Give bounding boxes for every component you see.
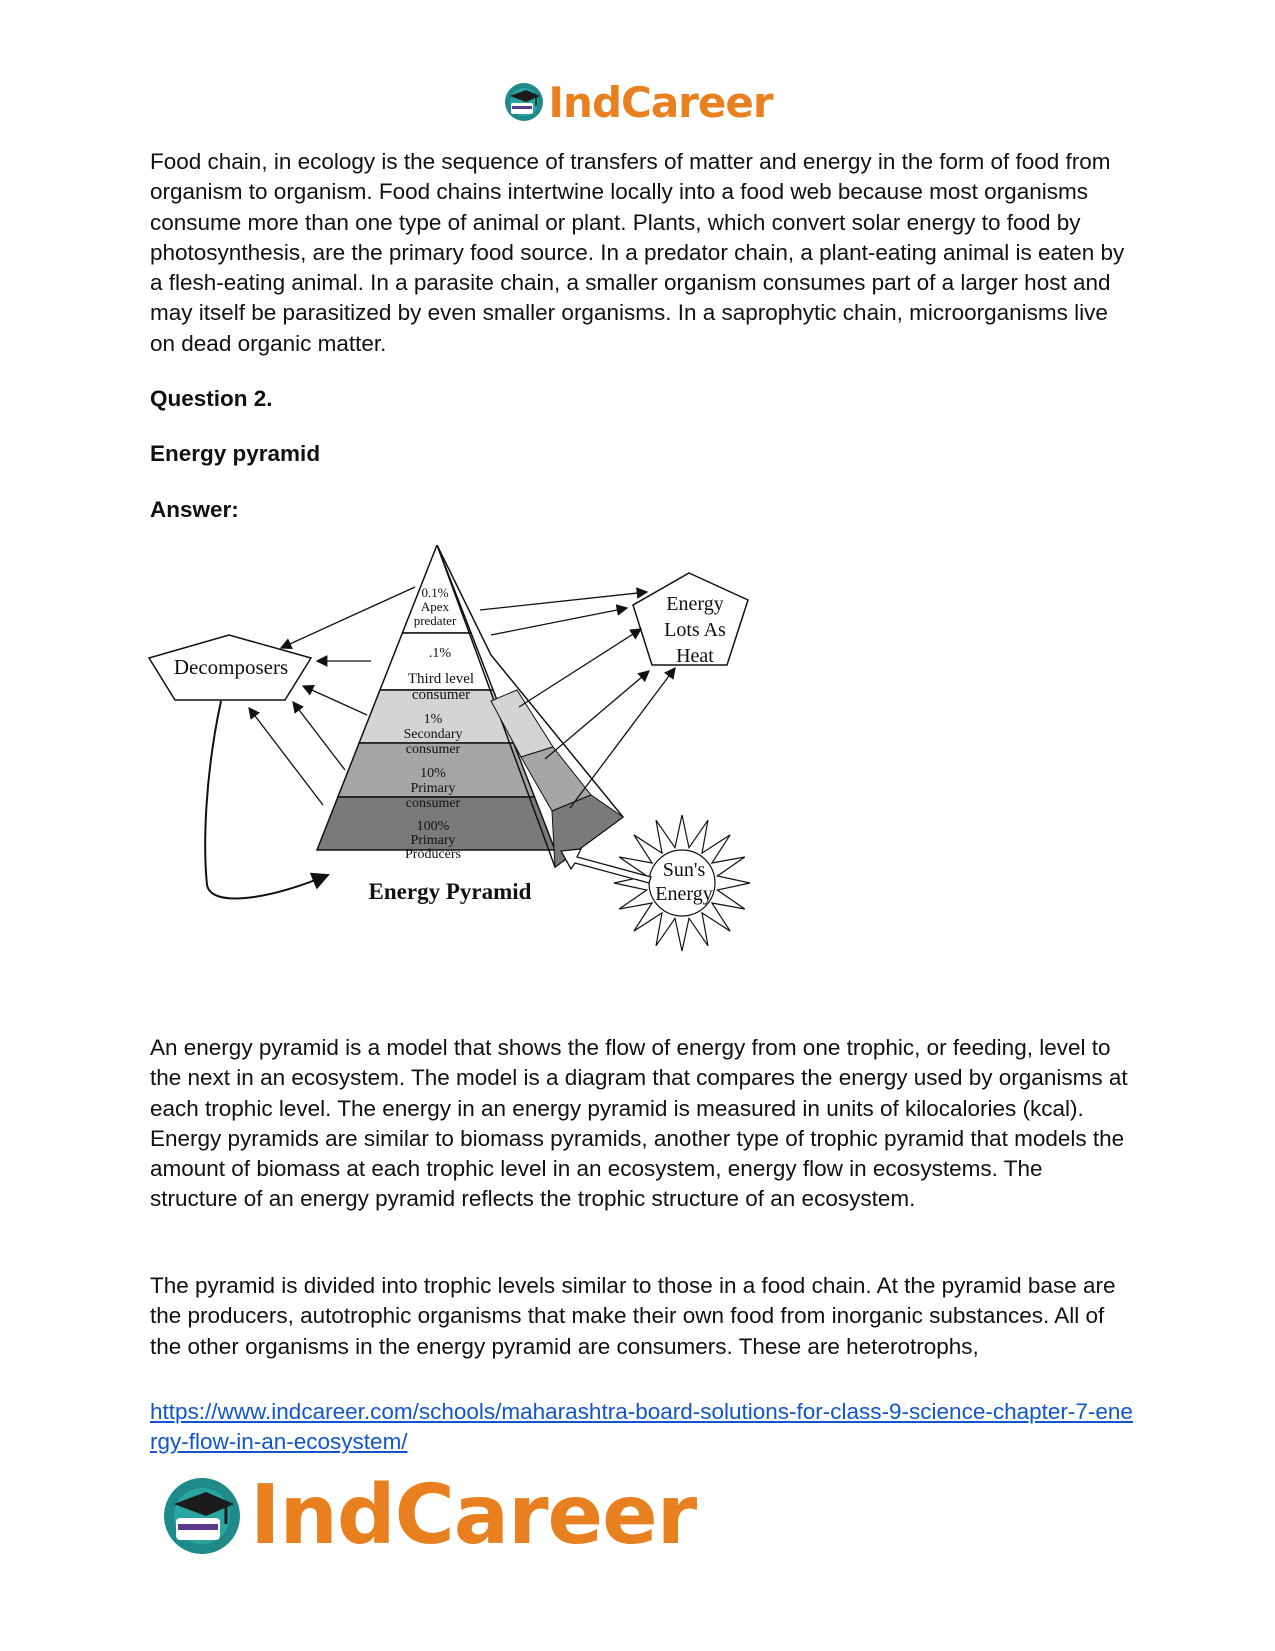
level-3-line-1: Primary — [410, 781, 456, 796]
level-4-line-1: Primary — [410, 833, 456, 848]
footer-logo — [158, 1468, 696, 1564]
paragraph-trophic-levels: The pyramid is divided into trophic levels similar to those in a food chain. At the pyramid base are the producers, autotrophic organisms that make their own food from inorganic substances. All of the other organisms in the energy pyramid are consumers. These are heterotrophs, — [150, 1273, 1116, 1359]
level-1-percent: .1% — [428, 646, 452, 661]
paragraph-energy-pyramid: An energy pyramid is a model that shows the flow of energy from one trophic, or feeding, level to the next in an ecosystem. The model is a diagram that compares the energy used by organisms at each trophic level. The energy in an energy pyramid is measured in units of kilocalories (kcal). Energy pyramids are similar to biomass pyramids, another type of trophic pyramid that models the amount of biomass at each trophic level in an ecosystem, energy flow in ecosystems. The structure of an energy pyramid reflects the trophic structure of an ecosystem. — [150, 1035, 1128, 1212]
graduation-cap-globe-icon — [502, 80, 546, 124]
level-1-line-2: consumer — [411, 687, 471, 703]
diagram-title: Energy Pyramid — [368, 879, 532, 904]
logo-text: IndCareer — [548, 77, 773, 127]
answer-label: Answer: — [150, 497, 239, 522]
indcareer-logo-large[interactable] — [158, 1468, 696, 1563]
level-0-line-2: predater — [413, 613, 457, 628]
header-logo — [0, 74, 1275, 130]
level-4-line-2: Producers — [405, 847, 461, 862]
source-link[interactable]: https://www.indcareer.com/schools/maharashtra-board-solutions-for-class-9-science-chapter-7-energy-flow-in-an-ecosystem/ — [150, 1399, 1133, 1455]
level-2-percent: 1% — [423, 712, 443, 727]
logo-text: IndCareer — [250, 1468, 697, 1563]
decomposers-label: Decomposers — [173, 655, 289, 679]
level-3-line-2: consumer — [405, 796, 461, 811]
energy-heat-line-1: Energy — [666, 593, 724, 615]
graduation-cap-globe-icon — [158, 1472, 246, 1560]
paragraph-food-chain: Food chain, in ecology is the sequence of transfers of matter and energy in the form of food from organism to organism. Food chains intertwine locally into a food web because most organisms consume more than one type of animal or plant. Plants, which convert solar energy to food by photosynthesis, are the primary food source. In a predator chain, a plant-eating animal is eaten by a flesh-eating animal. In a parasite chain, a smaller organism consumes part of a larger host and may itself be parasitized by even smaller organisms. In a saprophytic chain, microorganisms live on dead organic matter. — [150, 149, 1125, 356]
level-0-line-1: Apex — [420, 599, 450, 614]
energy-heat-line-3: Heat — [676, 645, 714, 667]
level-2-line-2: consumer — [405, 742, 461, 757]
level-4-percent: 100% — [416, 819, 450, 834]
level-2-line-1: Secondary — [403, 727, 463, 742]
question-title: Energy pyramid — [150, 441, 321, 466]
level-1-line-1: Third level — [407, 671, 475, 687]
sun-line-2: Energy — [655, 883, 713, 905]
energy-heat-line-2: Lots As — [664, 619, 726, 641]
level-0-percent: 0.1% — [421, 585, 449, 600]
indcareer-logo[interactable] — [502, 78, 772, 127]
question-label: Question 2. — [150, 386, 273, 411]
energy-pyramid-diagram — [145, 545, 805, 1005]
sun-line-1: Sun's — [662, 859, 706, 881]
level-3-percent: 10% — [420, 766, 446, 781]
